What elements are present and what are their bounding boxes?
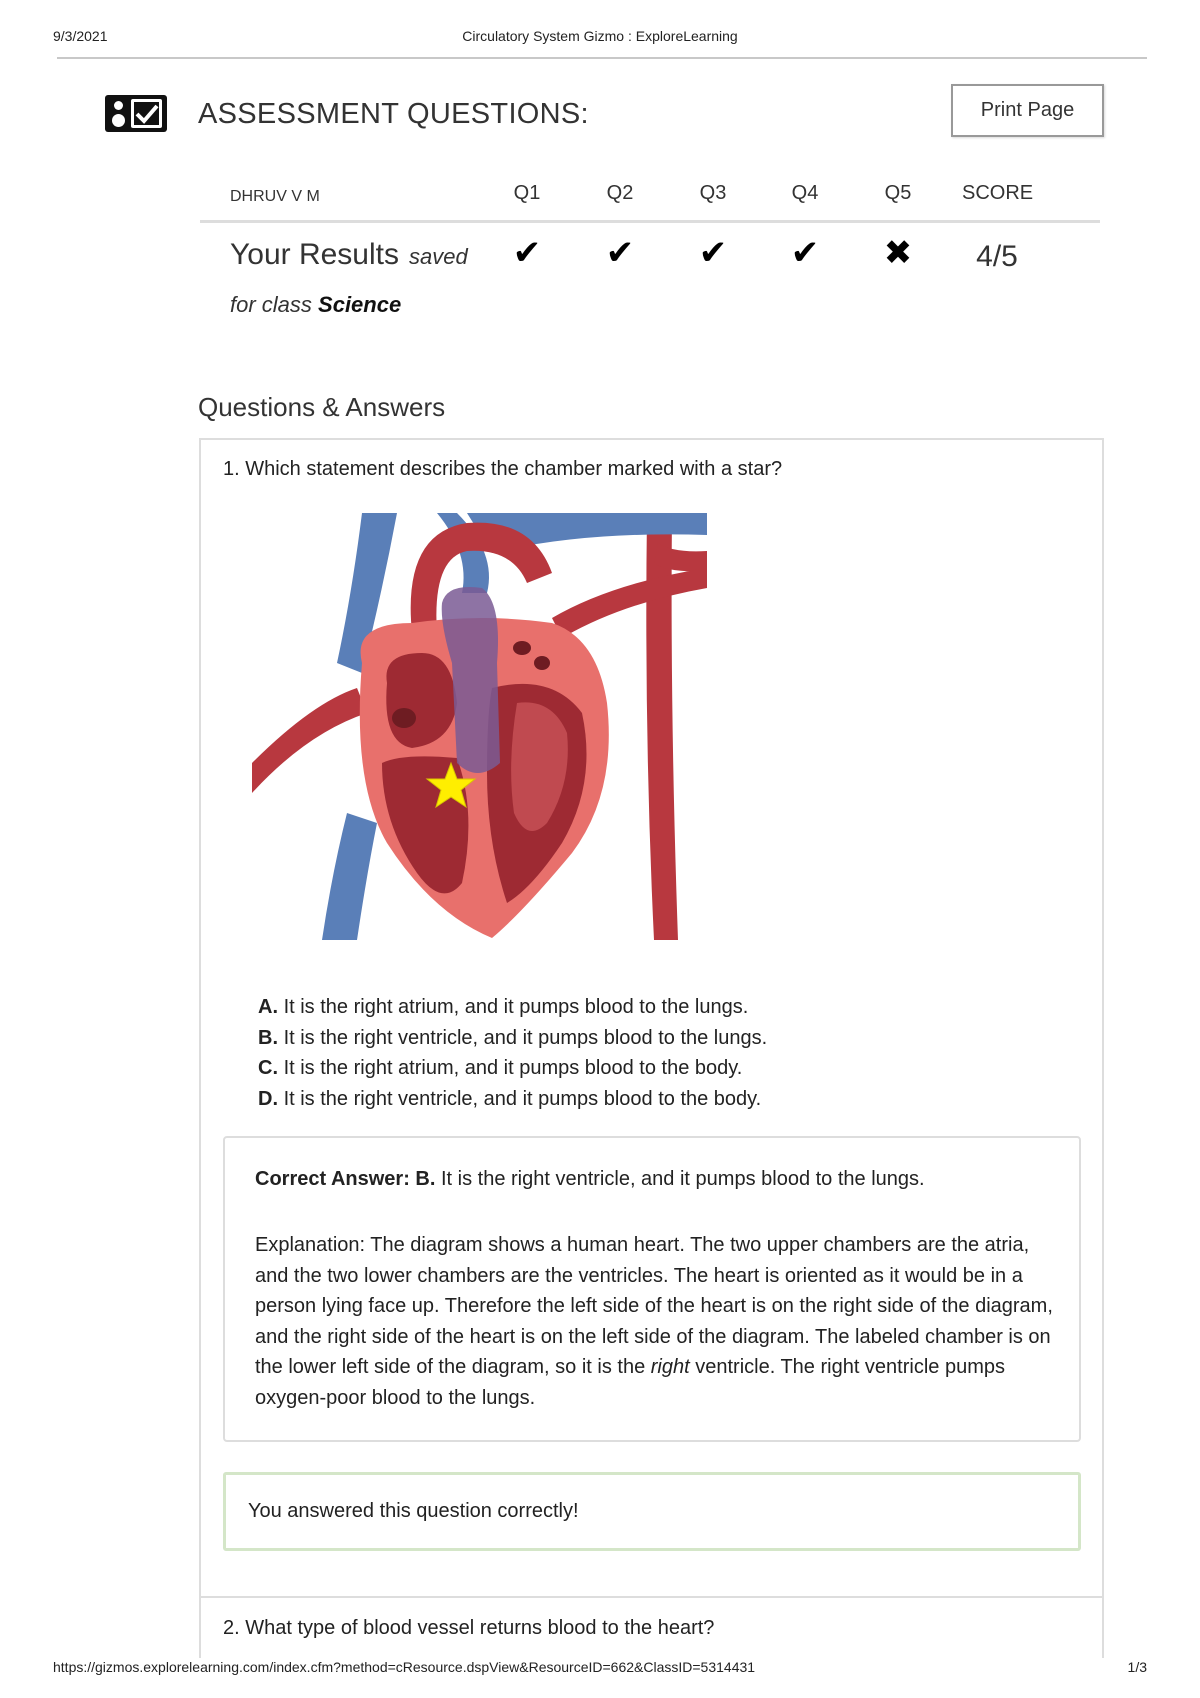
- answer-choices: [258, 992, 767, 1114]
- student-name: DHRUV V M: [230, 188, 320, 205]
- column-header-q5: Q5: [884, 182, 912, 204]
- q2-check-icon: ✔: [605, 234, 635, 272]
- page-url: https://gizmos.explorelearning.com/index.cfm?method=cResource.dspView&ResourceID=662&ClassID=5314431: [53, 1659, 756, 1675]
- choice-d: D. It is the right ventricle, and it pumps blood to the body.: [258, 1087, 762, 1110]
- your-results-label: Your Results: [230, 238, 399, 271]
- column-header-q4: Q4: [791, 182, 819, 204]
- question-1-text: 1. Which statement describes the chamber marked with a star?: [223, 458, 783, 480]
- question-2-text: 2. What type of blood vessel returns blood to the heart?: [223, 1617, 715, 1639]
- print-header: [53, 28, 1147, 58]
- qa-heading: Questions & Answers: [198, 392, 446, 422]
- feedback-box: [223, 1472, 1081, 1551]
- explanation: Explanation: The diagram shows a human heart. The two upper chambers are the atria, and the two lower chambers are the ventricles. The heart is oriented as it would be in a person lying face up. Therefore the left side of the heart is on the right side of the diagram, and the right side of the heart is on the left side of the diagram. The labeled chamber is on the lower left side of the diagram, so it is the right ventricle. The right ventricle pumps oxygen-poor blood to the lungs.: [255, 1234, 1053, 1409]
- column-header-score: SCORE: [962, 182, 1034, 204]
- feedback-text: You answered this question correctly!: [248, 1500, 579, 1522]
- class-name: Science: [318, 292, 402, 317]
- page-title: ASSESSMENT QUESTIONS:: [198, 98, 589, 130]
- heart-diagram: [252, 513, 707, 940]
- results-divider: [200, 220, 1100, 223]
- your-results-heading: [230, 238, 468, 272]
- column-header-q1: Q1: [513, 182, 541, 204]
- assessment-checklist-icon: [105, 95, 167, 132]
- q5-cross-icon: ✖: [883, 234, 913, 272]
- column-header-q2: Q2: [606, 182, 634, 204]
- q3-check-icon: ✔: [698, 234, 728, 272]
- q1-check-icon: ✔: [512, 234, 542, 272]
- correct-answer-box: [223, 1136, 1081, 1442]
- saved-label: saved: [408, 244, 468, 269]
- q4-check-icon: ✔: [790, 234, 820, 272]
- choice-b: B. It is the right ventricle, and it pumps blood to the lungs.: [258, 1026, 768, 1049]
- print-page-title: Circulatory System Gizmo : ExploreLearning: [462, 28, 738, 44]
- print-date: 9/3/2021: [53, 28, 108, 44]
- print-page-button[interactable]: Print Page: [951, 84, 1104, 137]
- choice-c: C. It is the right atrium, and it pumps blood to the body.: [258, 1057, 743, 1079]
- for-class-prefix: for class: [230, 292, 319, 317]
- question-card: [199, 438, 1104, 1658]
- column-header-q3: Q3: [699, 182, 727, 204]
- header-divider: [57, 57, 1147, 59]
- class-label: [230, 292, 401, 318]
- choice-a: A. It is the right atrium, and it pumps blood to the lungs.: [258, 996, 749, 1018]
- page-number: 1/3: [1127, 1659, 1147, 1675]
- correct-answer: Correct Answer: B. It is the right ventricle, and it pumps blood to the lungs.: [255, 1168, 925, 1190]
- question-divider: [201, 1596, 1102, 1598]
- score-value: 4/5: [976, 240, 1018, 273]
